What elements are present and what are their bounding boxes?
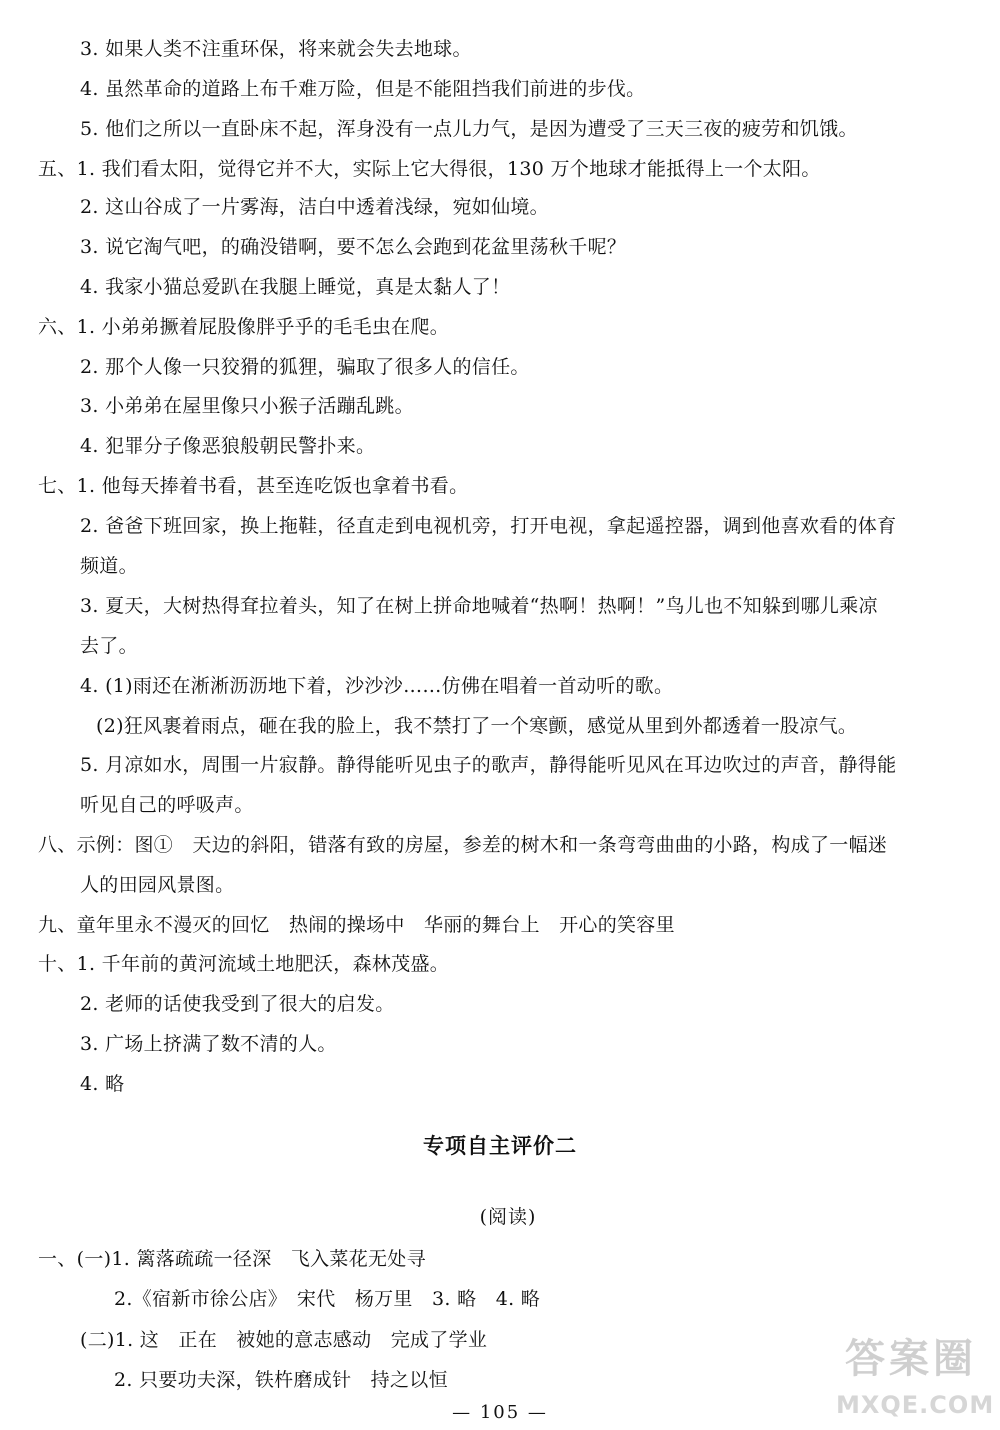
answer-line: 4. 犯罪分子像恶狼般朝民警扑来。 (80, 435, 376, 457)
watermark-logo (836, 1334, 995, 1424)
answer-line: 2. 老师的话使我受到了很大的启发。 (80, 993, 395, 1015)
answer-line: 4. 我家小猫总爱趴在我腿上睡觉，真是太黏人了！ (80, 276, 511, 298)
answer-line: 频道。 (80, 555, 138, 577)
answer-line: 3. 夏天，大树热得耷拉着头，知了在树上拼命地喊着“热啊！热啊！”鸟儿也不知躲到哪儿乘凉 (80, 595, 878, 617)
reading-answer-line: 2.《宿新市徐公店》 宋代 杨万里 3. 略 4. 略 (114, 1288, 541, 1310)
reading-answer-line: 一、(一)1. 篱落疏疏一径深 飞入菜花无处寻 (38, 1248, 426, 1270)
answer-line: 4. (1)雨还在淅淅沥沥地下着，沙沙沙……仿佛在唱着一首动听的歌。 (80, 675, 674, 697)
page-number: — 105 — (452, 1402, 548, 1423)
section-title: 专项自主评价二 (423, 1134, 577, 1158)
answer-line: 十、1. 千年前的黄河流域土地肥沃，森林茂盛。 (38, 953, 450, 975)
answer-line: 九、童年里永不漫灭的回忆 热闹的操场中 华丽的舞台上 开心的笑容里 (38, 914, 675, 936)
answer-line: (2)狂风裹着雨点，砸在我的脸上，我不禁打了一个寒颤，感觉从里到外都透着一股凉气。 (96, 715, 858, 737)
answer-line: 五、1. 我们看太阳，觉得它并不大，实际上它大得很，130 万个地球才能抵得上一个太阳。 (38, 158, 821, 180)
answer-line: 六、1. 小弟弟撅着屁股像胖乎乎的毛毛虫在爬。 (38, 316, 450, 338)
answer-line: 去了。 (80, 635, 138, 657)
answer-line: 2. 这山谷成了一片雾海，洁白中透着浅绿，宛如仙境。 (80, 196, 549, 218)
answer-line: 5. 月凉如水，周围一片寂静。静得能听见虫子的歌声，静得能听见风在耳边吹过的声音，静得能 (80, 754, 897, 776)
answer-line: 4. 虽然革命的道路上布千难万险，但是不能阻挡我们前进的步伐。 (80, 78, 646, 100)
section-subtitle: (阅读) (479, 1206, 537, 1228)
answer-line: 七、1. 他每天捧着书看，甚至连吃饭也拿着书看。 (38, 475, 469, 497)
answer-line: 3. 如果人类不注重环保，将来就会失去地球。 (80, 38, 472, 60)
answer-line: 人的田园风景图。 (80, 874, 235, 896)
answer-line: 3. 说它淘气吧，的确没错啊，要不怎么会跑到花盆里荡秋千呢？ (80, 236, 627, 258)
answer-line: 3. 小弟弟在屋里像只小猴子活蹦乱跳。 (80, 395, 414, 417)
answer-line: 八、示例：图① 天边的斜阳，错落有致的房屋，参差的树木和一条弯弯曲曲的小路，构成了一幅迷 (38, 834, 888, 856)
watermark-url: MXQE.COM (836, 1391, 995, 1419)
answer-line: 5. 他们之所以一直卧床不起，浑身没有一点儿力气，是因为遭受了三天三夜的疲劳和饥饿。 (80, 118, 858, 140)
reading-answer-line: 2. 只要功夫深，铁杵磨成针 持之以恒 (114, 1369, 448, 1391)
answer-line: 4. 略 (80, 1073, 125, 1095)
answer-line: 2. 爸爸下班回家，换上拖鞋，径直走到电视机旁，打开电视，拿起遥控器，调到他喜欢看的体育 (80, 515, 897, 537)
answer-line: 2. 那个人像一只狡猾的狐狸，骗取了很多人的信任。 (80, 356, 530, 378)
answer-line: 听见自己的呼吸声。 (80, 794, 254, 816)
reading-answer-line: (二)1. 这 正在 被她的意志感动 完成了学业 (80, 1329, 488, 1351)
watermark-text: 答案圈 (845, 1336, 977, 1382)
answer-line: 3. 广场上挤满了数不清的人。 (80, 1033, 337, 1055)
